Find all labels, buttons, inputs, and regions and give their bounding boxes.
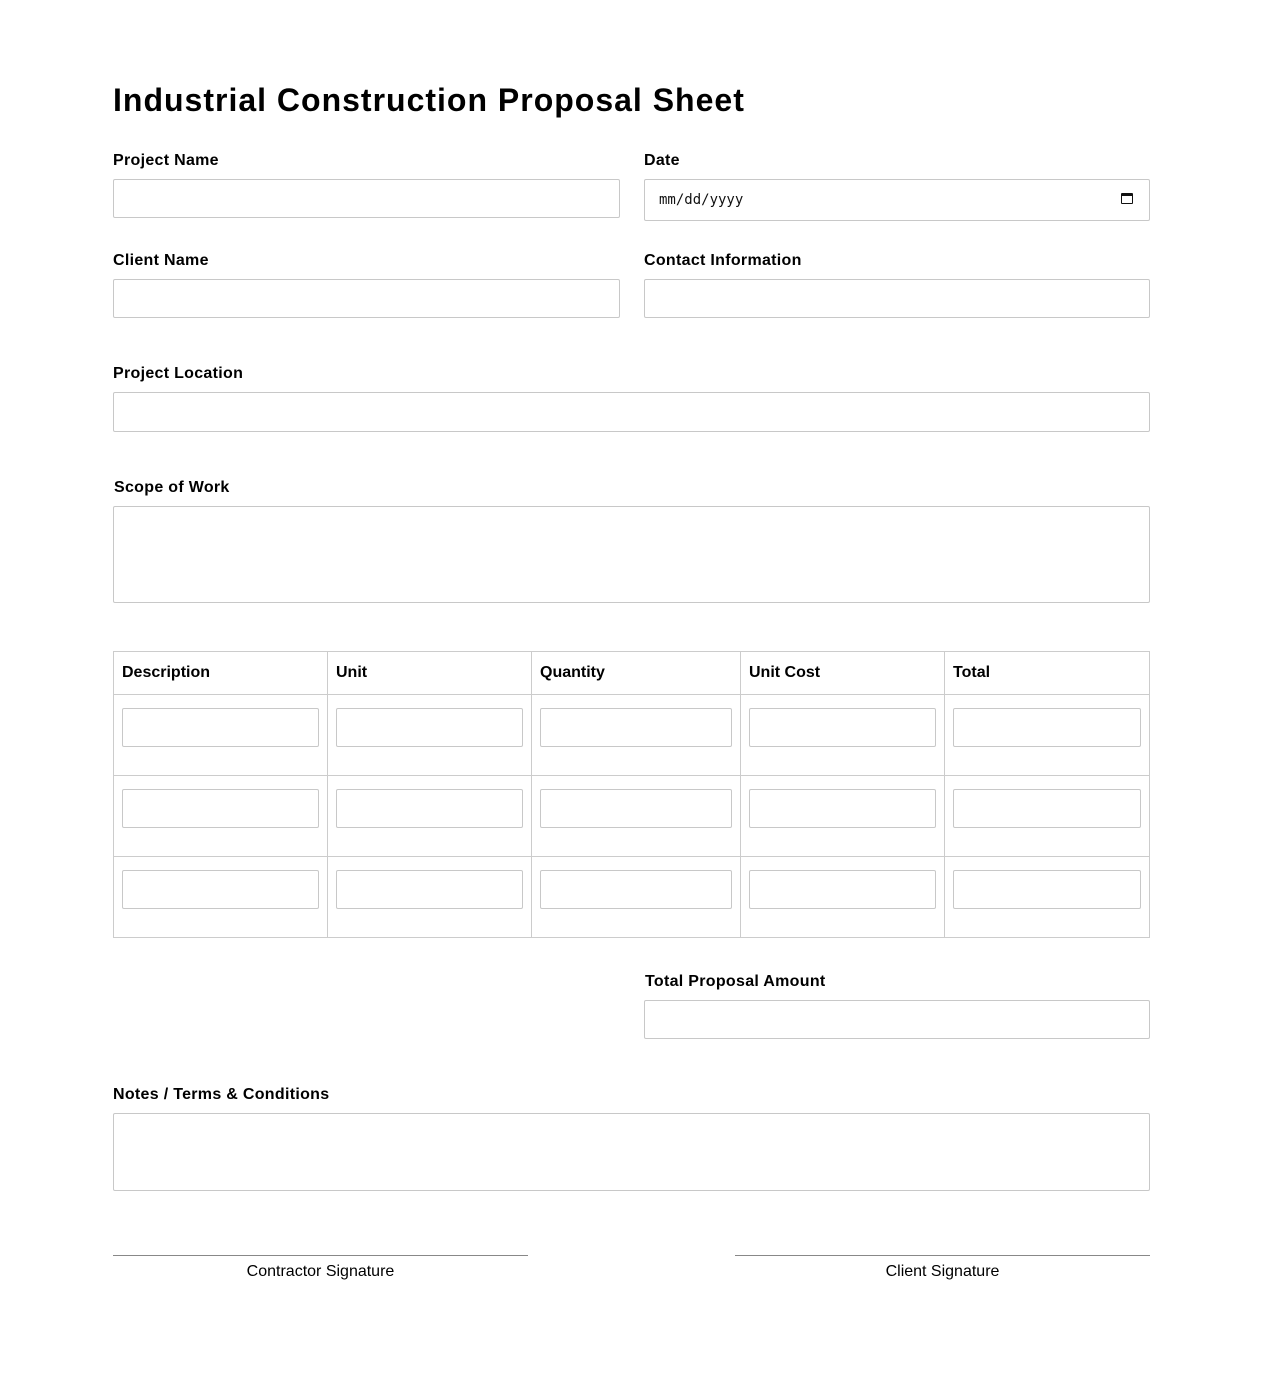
table-row xyxy=(114,857,1150,938)
description-input[interactable] xyxy=(122,789,319,828)
table-cell xyxy=(114,695,328,776)
table-cell xyxy=(328,857,532,938)
scope-of-work-label: Scope of Work xyxy=(114,479,230,496)
project-location-input[interactable] xyxy=(113,392,1150,432)
column-header-unit: Unit xyxy=(328,652,532,695)
unit-input[interactable] xyxy=(336,789,523,828)
table-cell xyxy=(328,776,532,857)
table-cell xyxy=(945,776,1150,857)
table-cell xyxy=(741,776,945,857)
client-name-label: Client Name xyxy=(113,252,209,269)
description-input[interactable] xyxy=(122,708,319,747)
table-cell xyxy=(532,695,741,776)
table-row xyxy=(114,776,1150,857)
date-input[interactable] xyxy=(644,179,1150,221)
project-location-label: Project Location xyxy=(113,365,244,382)
date-label: Date xyxy=(644,152,680,169)
total-proposal-amount-label: Total Proposal Amount xyxy=(645,973,826,990)
scope-of-work-textarea[interactable] xyxy=(113,506,1150,603)
total-input[interactable] xyxy=(953,789,1141,828)
column-header-total: Total xyxy=(945,652,1150,695)
date-placeholder: mm/dd/yyyy xyxy=(659,192,744,208)
column-header-description: Description xyxy=(114,652,328,695)
column-header-unit-cost: Unit Cost xyxy=(741,652,945,695)
table-cell xyxy=(945,857,1150,938)
quantity-input[interactable] xyxy=(540,870,732,909)
total-input[interactable] xyxy=(953,870,1141,909)
unit-input[interactable] xyxy=(336,708,523,747)
total-input[interactable] xyxy=(953,708,1141,747)
contractor-signature-label: Contractor Signature xyxy=(246,1263,395,1280)
description-input[interactable] xyxy=(122,870,319,909)
contact-information-label: Contact Information xyxy=(644,252,802,269)
notes-textarea[interactable] xyxy=(113,1113,1150,1191)
table-cell xyxy=(741,695,945,776)
unit-cost-input[interactable] xyxy=(749,870,936,909)
table-cell xyxy=(328,695,532,776)
quantity-input[interactable] xyxy=(540,789,732,828)
table-row xyxy=(114,695,1150,776)
contact-information-input[interactable] xyxy=(644,279,1150,318)
table-cell xyxy=(741,857,945,938)
page-title: Industrial Construction Proposal Sheet xyxy=(113,82,745,118)
total-proposal-amount-input[interactable] xyxy=(644,1000,1150,1039)
unit-input[interactable] xyxy=(336,870,523,909)
project-name-input[interactable] xyxy=(113,179,620,218)
project-name-label: Project Name xyxy=(113,152,219,169)
unit-cost-input[interactable] xyxy=(749,789,936,828)
calendar-icon[interactable] xyxy=(1121,193,1133,204)
column-header-quantity: Quantity xyxy=(532,652,741,695)
client-name-input[interactable] xyxy=(113,279,620,318)
table-cell xyxy=(114,776,328,857)
table-cell xyxy=(945,695,1150,776)
contractor-signature-line[interactable] xyxy=(113,1255,528,1256)
table-cell xyxy=(114,857,328,938)
quantity-input[interactable] xyxy=(540,708,732,747)
table-cell xyxy=(532,776,741,857)
notes-label: Notes / Terms & Conditions xyxy=(113,1086,330,1103)
client-signature-label: Client Signature xyxy=(885,1263,1000,1280)
client-signature-line[interactable] xyxy=(735,1255,1150,1256)
table-cell xyxy=(532,857,741,938)
line-items-table xyxy=(113,651,1150,938)
table-header-row xyxy=(114,652,1150,695)
unit-cost-input[interactable] xyxy=(749,708,936,747)
